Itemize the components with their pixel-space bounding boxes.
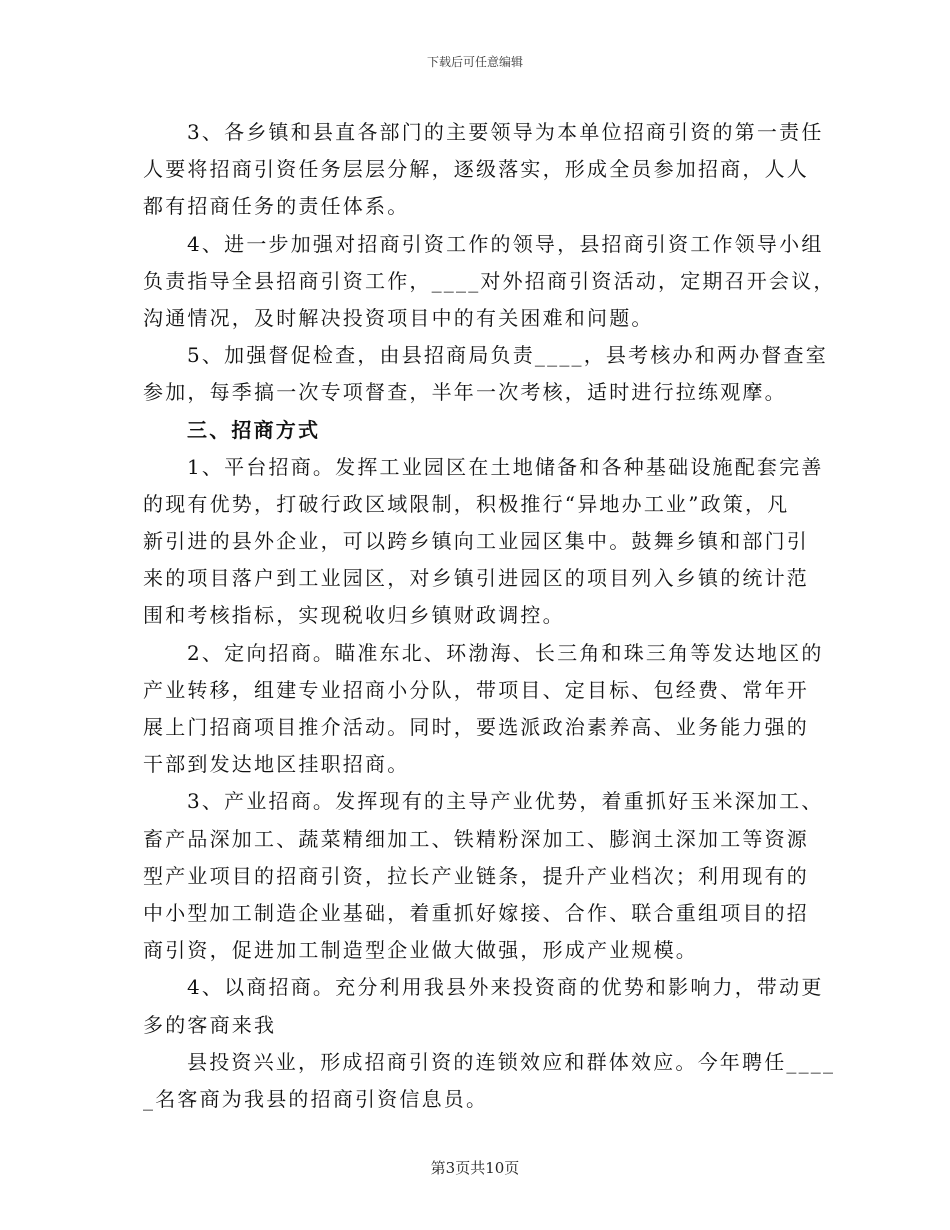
document-body: [143, 114, 836, 1118]
text-line: 5、加强督促检查，由县招商局负责____，县考核办和两办督查室: [187, 343, 828, 368]
text-line: 展上门招商项目推介活动。同时，要选派政治素养高、业务能力强的: [143, 715, 809, 739]
text-line: 来的项目落户到工业园区，对乡镇引进园区的项目列入乡镇的统计范: [143, 566, 809, 591]
text-line: 多的客商来我: [143, 1012, 277, 1037]
text-line: 2、定向招商。瞄准东北、环渤海、长三角和珠三角等发达地区的: [187, 640, 824, 665]
text-line: 负责指导全县招商引资工作，____对外招商引资活动，定期召开会议，: [143, 268, 836, 293]
text-line: 商引资，促进加工制造型企业做大做强，形成产业规模。: [143, 938, 698, 963]
text-line: 4、以商招商。充分利用我县外来投资商的优势和影响力，带动更: [187, 975, 824, 1000]
text-line: 县投资兴业，形成招商引资的连锁效应和群体效应。今年聘任____: [187, 1049, 836, 1074]
section-heading: 三、招商方式: [187, 417, 321, 442]
text-line: 产业转移，组建专业招商小分队，带项目、定目标、包经费、常年开: [143, 677, 809, 702]
text-line: 3、产业招商。发挥现有的主导产业优势，着重抓好玉米深加工、: [187, 789, 824, 814]
text-line: 1、平台招商。发挥工业园区在土地储备和各种基础设施配套完善: [187, 454, 824, 479]
text-line: 4、进一步加强对招商引资工作的领导，县招商引资工作领导小组: [187, 231, 824, 256]
text-line: 干部到发达地区挂职招商。: [143, 752, 410, 777]
text-line: 中小型加工制造企业基础，着重抓好嫁接、合作、联合重组项目的招: [143, 900, 809, 925]
text-line: 参加，每季搞一次专项督查，半年一次考核，适时进行拉练观摩。: [143, 380, 787, 405]
text-line: 都有招商任务的责任体系。: [143, 194, 410, 219]
text-line: 围和考核指标，实现税收归乡镇财政调控。: [143, 603, 565, 628]
text-line: 的现有优势，打破行政区域限制，积极推行“异地办工业”政策，凡: [143, 491, 790, 516]
text-line: 畜产品深加工、蔬菜精细加工、铁精粉深加工、膨润土深加工等资源: [143, 826, 809, 851]
page-footer-number: 第3页共10页: [430, 1159, 520, 1177]
text-line: 沟通情况，及时解决投资项目中的有关困难和问题。: [143, 305, 654, 330]
text-line: 新引进的县外企业，可以跨乡镇向工业园区集中。鼓舞乡镇和部门引: [143, 529, 809, 554]
text-line: 人要将招商引资任务层层分解，逐级落实，形成全员参加招商，人人: [143, 157, 809, 182]
page-header-note: 下载后可任意编辑: [426, 55, 523, 69]
text-line: 型产业项目的招商引资，拉长产业链条，提升产业档次；利用现有的: [143, 863, 809, 888]
text-line: 3、各乡镇和县直各部门的主要领导为本单位招商引资的第一责任: [187, 120, 824, 144]
text-line: _名客商为我县的招商引资信息员。: [143, 1086, 489, 1111]
